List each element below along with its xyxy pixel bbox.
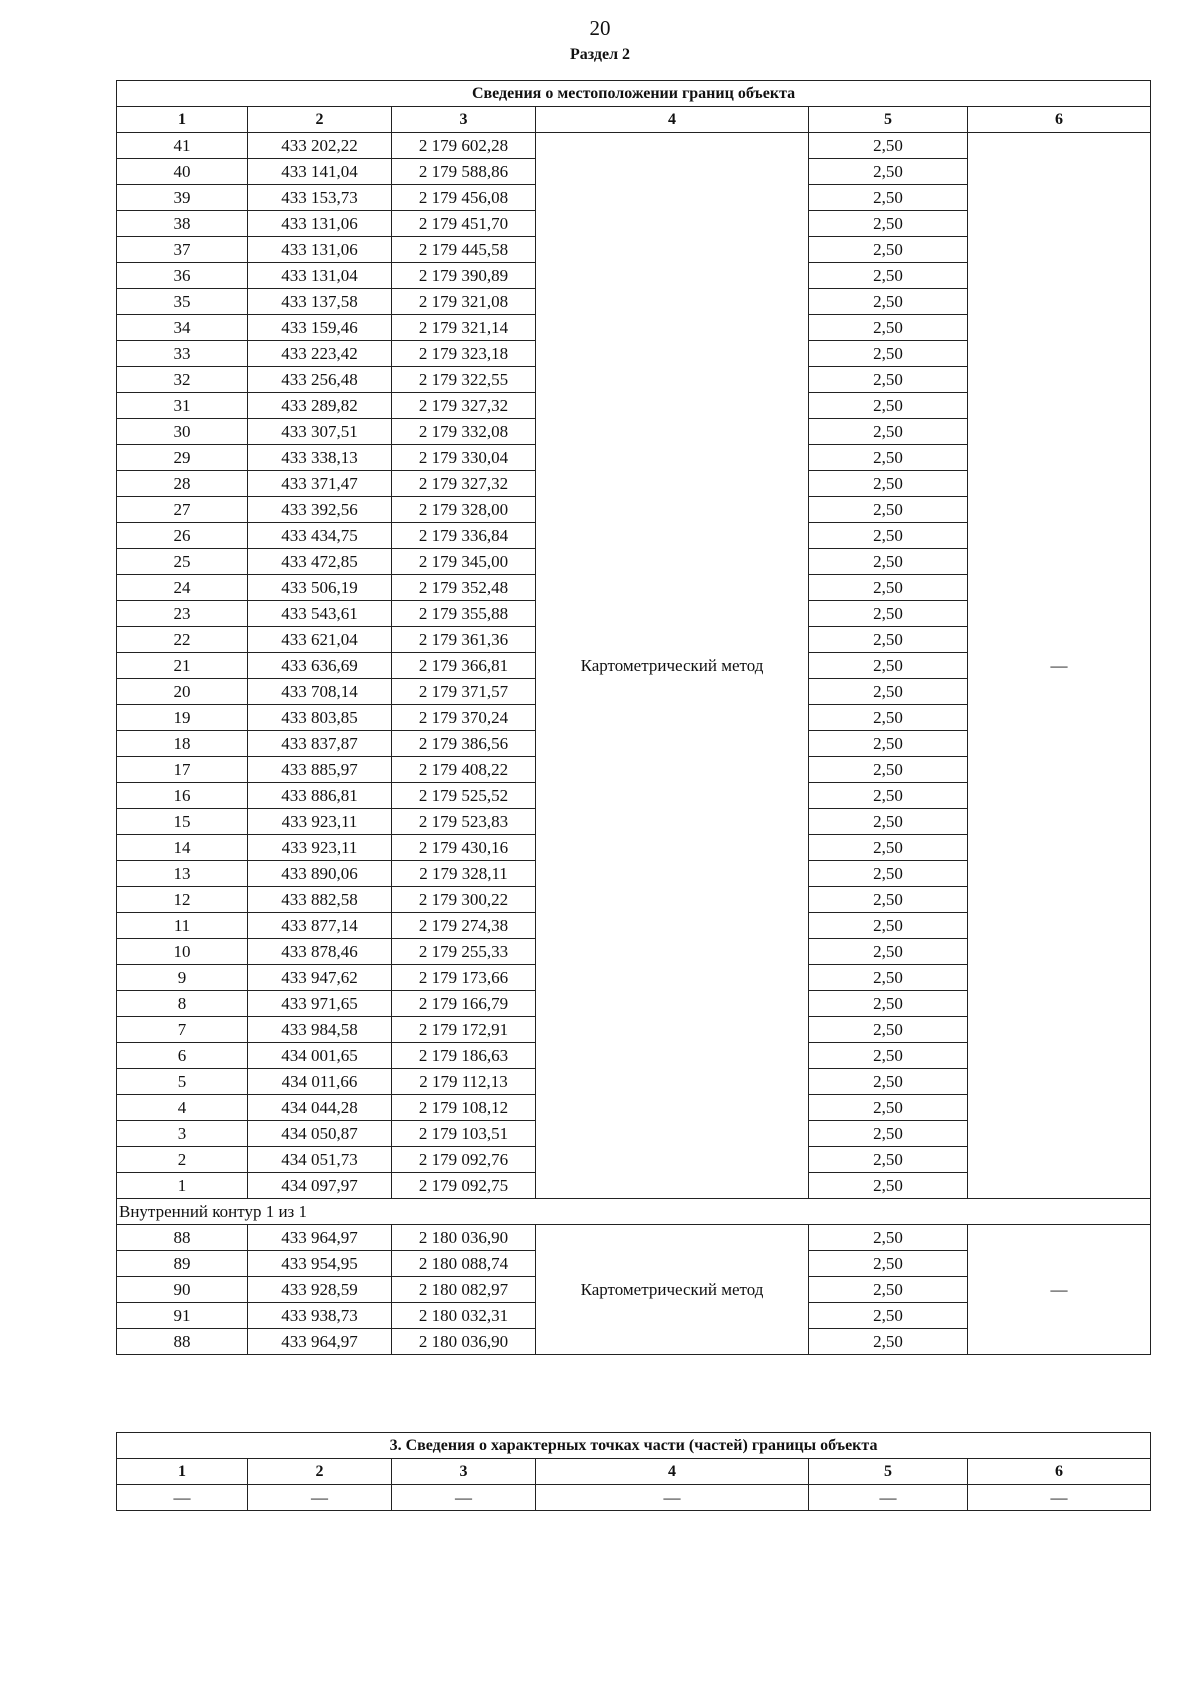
coordinate-y: 2 180 082,97 — [392, 1277, 536, 1303]
point-number: 20 — [117, 679, 248, 705]
accuracy-value: 2,50 — [809, 1173, 968, 1199]
boundary-location-table-body — [117, 81, 1151, 1355]
point-number: 5 — [117, 1069, 248, 1095]
accuracy-value: 2,50 — [809, 809, 968, 835]
coordinate-y: 2 179 430,16 — [392, 835, 536, 861]
coordinate-x: 433 506,19 — [248, 575, 392, 601]
coordinate-y: 2 179 336,84 — [392, 523, 536, 549]
accuracy-value: 2,50 — [809, 783, 968, 809]
coordinate-y: 2 179 321,14 — [392, 315, 536, 341]
point-number: 33 — [117, 341, 248, 367]
point-number: 10 — [117, 939, 248, 965]
coordinate-y: 2 179 390,89 — [392, 263, 536, 289]
coordinate-y: 2 179 328,11 — [392, 861, 536, 887]
coordinate-x: 433 153,73 — [248, 185, 392, 211]
point-number: 91 — [117, 1303, 248, 1329]
accuracy-value: 2,50 — [809, 601, 968, 627]
coordinate-y: 2 179 321,08 — [392, 289, 536, 315]
point-number: 26 — [117, 523, 248, 549]
coordinate-x: 433 131,04 — [248, 263, 392, 289]
accuracy-value: 2,50 — [809, 497, 968, 523]
coordinate-x: 433 878,46 — [248, 939, 392, 965]
coordinate-y: 2 179 602,28 — [392, 133, 536, 159]
parts-cell-2: — — [248, 1485, 392, 1511]
coordinate-x: 433 882,58 — [248, 887, 392, 913]
accuracy-value: 2,50 — [809, 991, 968, 1017]
coordinate-y: 2 179 525,52 — [392, 783, 536, 809]
point-number: 1 — [117, 1173, 248, 1199]
accuracy-value: 2,50 — [809, 965, 968, 991]
accuracy-value: 2,50 — [809, 263, 968, 289]
accuracy-value: 2,50 — [809, 1095, 968, 1121]
accuracy-value: 2,50 — [809, 237, 968, 263]
coordinate-y: 2 180 036,90 — [392, 1225, 536, 1251]
accuracy-value: 2,50 — [809, 835, 968, 861]
coordinate-y: 2 179 108,12 — [392, 1095, 536, 1121]
coordinate-x: 433 141,04 — [248, 159, 392, 185]
coordinate-y: 2 179 166,79 — [392, 991, 536, 1017]
parts-cell-5: — — [809, 1485, 968, 1511]
point-number: 24 — [117, 575, 248, 601]
point-number: 90 — [117, 1277, 248, 1303]
point-number: 22 — [117, 627, 248, 653]
point-number: 35 — [117, 289, 248, 315]
point-number: 21 — [117, 653, 248, 679]
point-number: 8 — [117, 991, 248, 1017]
parts-column-header-row — [117, 1459, 1151, 1485]
coordinate-y: 2 179 186,63 — [392, 1043, 536, 1069]
point-number: 38 — [117, 211, 248, 237]
coordinate-x: 433 890,06 — [248, 861, 392, 887]
point-number: 3 — [117, 1121, 248, 1147]
coordinate-x: 433 392,56 — [248, 497, 392, 523]
coordinate-y: 2 179 523,83 — [392, 809, 536, 835]
coordinate-x: 433 923,11 — [248, 809, 392, 835]
accuracy-value: 2,50 — [809, 419, 968, 445]
accuracy-value: 2,50 — [809, 653, 968, 679]
accuracy-value: 2,50 — [809, 861, 968, 887]
coordinate-y: 2 179 327,32 — [392, 393, 536, 419]
page-number: 20 — [589, 16, 611, 40]
coordinate-y: 2 179 322,55 — [392, 367, 536, 393]
coordinate-x: 433 964,97 — [248, 1329, 392, 1355]
point-number: 88 — [117, 1329, 248, 1355]
accuracy-value: 2,50 — [809, 315, 968, 341]
point-number: 34 — [117, 315, 248, 341]
accuracy-value: 2,50 — [809, 289, 968, 315]
point-number: 36 — [117, 263, 248, 289]
coordinate-x: 433 877,14 — [248, 913, 392, 939]
point-number: 28 — [117, 471, 248, 497]
accuracy-value: 2,50 — [809, 445, 968, 471]
parts-column-header-6: 6 — [968, 1459, 1151, 1485]
accuracy-value: 2,50 — [809, 133, 968, 159]
coordinate-x: 433 202,22 — [248, 133, 392, 159]
coordinate-y: 2 179 355,88 — [392, 601, 536, 627]
coordinate-x: 433 137,58 — [248, 289, 392, 315]
coordinate-x: 434 051,73 — [248, 1147, 392, 1173]
point-number: 2 — [117, 1147, 248, 1173]
parts-column-header-4: 4 — [536, 1459, 809, 1485]
accuracy-value: 2,50 — [809, 757, 968, 783]
coordinate-y: 2 180 088,74 — [392, 1251, 536, 1277]
coordinate-y: 2 179 371,57 — [392, 679, 536, 705]
point-number: 15 — [117, 809, 248, 835]
coordinate-y: 2 179 588,86 — [392, 159, 536, 185]
coordinate-y: 2 179 255,33 — [392, 939, 536, 965]
parts-data-row — [117, 1485, 1151, 1511]
coordinate-x: 434 001,65 — [248, 1043, 392, 1069]
accuracy-value: 2,50 — [809, 367, 968, 393]
parts-column-header-3: 3 — [392, 1459, 536, 1485]
coordinate-y: 2 179 332,08 — [392, 419, 536, 445]
coordinate-x: 433 636,69 — [248, 653, 392, 679]
accuracy-value: 2,50 — [809, 1069, 968, 1095]
coordinate-y: 2 179 274,38 — [392, 913, 536, 939]
coordinate-x: 433 307,51 — [248, 419, 392, 445]
accuracy-value: 2,50 — [809, 211, 968, 237]
point-number: 41 — [117, 133, 248, 159]
accuracy-value: 2,50 — [809, 913, 968, 939]
coordinate-x: 433 472,85 — [248, 549, 392, 575]
part-points-table — [116, 1432, 1151, 1511]
coordinate-y: 2 179 456,08 — [392, 185, 536, 211]
column-header-5: 5 — [809, 107, 968, 133]
accuracy-value: 2,50 — [809, 341, 968, 367]
point-number: 31 — [117, 393, 248, 419]
point-number: 89 — [117, 1251, 248, 1277]
accuracy-value: 2,50 — [809, 393, 968, 419]
coordinate-x: 434 011,66 — [248, 1069, 392, 1095]
table-title: Сведения о местоположении границ объекта — [117, 81, 1151, 107]
coordinate-x: 433 803,85 — [248, 705, 392, 731]
point-number: 7 — [117, 1017, 248, 1043]
coordinate-y: 2 179 451,70 — [392, 211, 536, 237]
accuracy-value: 2,50 — [809, 575, 968, 601]
coordinate-x: 433 923,11 — [248, 835, 392, 861]
coordinate-y: 2 179 370,24 — [392, 705, 536, 731]
coordinate-x: 433 543,61 — [248, 601, 392, 627]
accuracy-value: 2,50 — [809, 159, 968, 185]
point-number: 23 — [117, 601, 248, 627]
coordinate-x: 433 223,42 — [248, 341, 392, 367]
coordinate-x: 433 928,59 — [248, 1277, 392, 1303]
parts-column-header-5: 5 — [809, 1459, 968, 1485]
accuracy-value: 2,50 — [809, 523, 968, 549]
coordinate-x: 433 886,81 — [248, 783, 392, 809]
parts-cell-6: — — [968, 1485, 1151, 1511]
coordinate-y: 2 180 032,31 — [392, 1303, 536, 1329]
coordinate-y: 2 179 092,75 — [392, 1173, 536, 1199]
coordinate-y: 2 180 036,90 — [392, 1329, 536, 1355]
column-header-2: 2 — [248, 107, 392, 133]
accuracy-value: 2,50 — [809, 1017, 968, 1043]
parts-cell-1: — — [117, 1485, 248, 1511]
coordinate-x: 433 971,65 — [248, 991, 392, 1017]
outer-contour-method: Картометрический метод — [536, 133, 809, 1199]
accuracy-value: 2,50 — [809, 887, 968, 913]
point-number: 30 — [117, 419, 248, 445]
accuracy-value: 2,50 — [809, 1251, 968, 1277]
accuracy-value: 2,50 — [809, 731, 968, 757]
coordinate-x: 433 954,95 — [248, 1251, 392, 1277]
coordinate-x: 433 434,75 — [248, 523, 392, 549]
coordinate-x: 433 338,13 — [248, 445, 392, 471]
accuracy-value: 2,50 — [809, 705, 968, 731]
point-number: 27 — [117, 497, 248, 523]
boundary-location-table — [116, 80, 1151, 1355]
accuracy-value: 2,50 — [809, 939, 968, 965]
accuracy-value: 2,50 — [809, 1329, 968, 1355]
coordinate-x: 433 885,97 — [248, 757, 392, 783]
accuracy-value: 2,50 — [809, 1043, 968, 1069]
coordinate-y: 2 179 328,00 — [392, 497, 536, 523]
column-header-6: 6 — [968, 107, 1151, 133]
inner-contour-description: — — [968, 1225, 1151, 1355]
outer-contour-description: — — [968, 133, 1151, 1199]
parts-column-header-2: 2 — [248, 1459, 392, 1485]
point-number: 37 — [117, 237, 248, 263]
column-header-row — [117, 107, 1151, 133]
point-number: 29 — [117, 445, 248, 471]
coordinate-x: 433 371,47 — [248, 471, 392, 497]
coordinate-y: 2 179 361,36 — [392, 627, 536, 653]
coordinate-y: 2 179 445,58 — [392, 237, 536, 263]
coordinate-x: 433 256,48 — [248, 367, 392, 393]
accuracy-value: 2,50 — [809, 627, 968, 653]
point-number: 12 — [117, 887, 248, 913]
coordinate-x: 433 131,06 — [248, 211, 392, 237]
coordinate-x: 433 837,87 — [248, 731, 392, 757]
accuracy-value: 2,50 — [809, 1147, 968, 1173]
point-number: 40 — [117, 159, 248, 185]
coordinate-x: 433 131,06 — [248, 237, 392, 263]
point-number: 4 — [117, 1095, 248, 1121]
point-number: 11 — [117, 913, 248, 939]
column-header-4: 4 — [536, 107, 809, 133]
point-number: 88 — [117, 1225, 248, 1251]
column-header-3: 3 — [392, 107, 536, 133]
coordinate-x: 434 097,97 — [248, 1173, 392, 1199]
coordinate-y: 2 179 408,22 — [392, 757, 536, 783]
accuracy-value: 2,50 — [809, 1277, 968, 1303]
accuracy-value: 2,50 — [809, 1121, 968, 1147]
point-number: 39 — [117, 185, 248, 211]
inner-contour-label-row — [117, 1199, 1151, 1225]
coordinate-x: 434 050,87 — [248, 1121, 392, 1147]
coordinate-x: 433 947,62 — [248, 965, 392, 991]
point-number: 14 — [117, 835, 248, 861]
coordinate-y: 2 179 172,91 — [392, 1017, 536, 1043]
coordinate-y: 2 179 092,76 — [392, 1147, 536, 1173]
column-header-1: 1 — [117, 107, 248, 133]
coordinate-x: 433 159,46 — [248, 315, 392, 341]
inner-contour-method: Картометрический метод — [536, 1225, 809, 1355]
inner-contour-label: Внутренний контур 1 из 1 — [117, 1199, 1151, 1225]
point-number: 9 — [117, 965, 248, 991]
point-number: 16 — [117, 783, 248, 809]
point-number: 13 — [117, 861, 248, 887]
point-number: 32 — [117, 367, 248, 393]
accuracy-value: 2,50 — [809, 185, 968, 211]
coordinate-x: 433 984,58 — [248, 1017, 392, 1043]
parts-cell-4: — — [536, 1485, 809, 1511]
point-number: 17 — [117, 757, 248, 783]
coordinate-y: 2 179 345,00 — [392, 549, 536, 575]
section-title: Раздел 2 — [569, 46, 631, 63]
coordinate-y: 2 179 103,51 — [392, 1121, 536, 1147]
accuracy-value: 2,50 — [809, 471, 968, 497]
point-number: 25 — [117, 549, 248, 575]
coordinate-y: 2 179 327,32 — [392, 471, 536, 497]
point-number: 6 — [117, 1043, 248, 1069]
coordinate-y: 2 179 300,22 — [392, 887, 536, 913]
coordinate-y: 2 179 112,13 — [392, 1069, 536, 1095]
coordinate-y: 2 179 366,81 — [392, 653, 536, 679]
accuracy-value: 2,50 — [809, 1303, 968, 1329]
coordinate-x: 433 964,97 — [248, 1225, 392, 1251]
coordinate-x: 433 938,73 — [248, 1303, 392, 1329]
coordinate-x: 433 621,04 — [248, 627, 392, 653]
coordinate-y: 2 179 173,66 — [392, 965, 536, 991]
coordinate-y: 2 179 330,04 — [392, 445, 536, 471]
accuracy-value: 2,50 — [809, 679, 968, 705]
parts-cell-3: — — [392, 1485, 536, 1511]
accuracy-value: 2,50 — [809, 549, 968, 575]
accuracy-value: 2,50 — [809, 1225, 968, 1251]
parts-title-row — [117, 1433, 1151, 1459]
parts-table-title: 3. Сведения о характерных точках части (частей) границы объекта — [117, 1433, 1151, 1459]
table-title-row — [117, 81, 1151, 107]
point-number: 18 — [117, 731, 248, 757]
point-number: 19 — [117, 705, 248, 731]
coordinate-x: 433 289,82 — [248, 393, 392, 419]
inner-contour-row — [117, 1225, 1151, 1251]
coordinate-y: 2 179 386,56 — [392, 731, 536, 757]
coordinate-x: 434 044,28 — [248, 1095, 392, 1121]
coordinate-y: 2 179 352,48 — [392, 575, 536, 601]
coordinate-y: 2 179 323,18 — [392, 341, 536, 367]
outer-contour-row — [117, 133, 1151, 159]
parts-column-header-1: 1 — [117, 1459, 248, 1485]
coordinate-x: 433 708,14 — [248, 679, 392, 705]
